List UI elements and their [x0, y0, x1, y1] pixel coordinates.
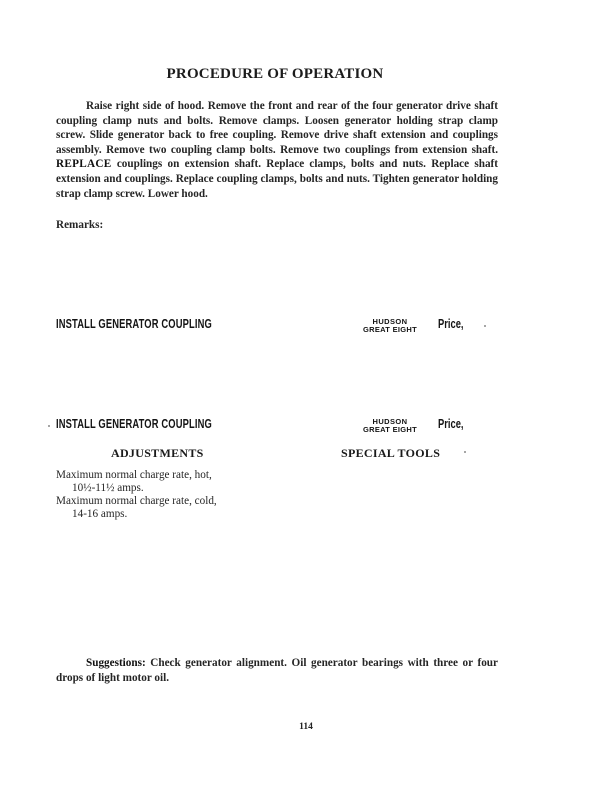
- adjustment-line-1: Maximum normal charge rate, hot,: [56, 469, 212, 481]
- adjustments-heading: ADJUSTMENTS: [111, 446, 204, 460]
- procedure-text-before: Raise right side of hood. Remove the front and rear of the four generator drive shaft coupling clamp nuts and bolts. Remove clamps. Loosen generator holding strap clamp screw. Slide generator back to free coupling. Remove drive shaft extension and couplings assembly. Remove two coupling clamp bolts. Remove two couplings from extension shaft.: [56, 100, 498, 156]
- model-brand-1: HUDSON: [372, 317, 408, 326]
- page-title: PROCEDURE OF OPERATION: [166, 66, 384, 82]
- remarks-label: Remarks:: [56, 219, 104, 231]
- procedure-text-after: couplings on extension shaft. Replace clamps, bolts and nuts. Replace shaft extension and couplings. Replace coupling clamps, bolts and nuts. Tighten generator holding strap clamp screw. Lower hood.: [56, 158, 498, 200]
- page-number: 114: [299, 722, 313, 732]
- procedure-paragraph: [56, 99, 498, 201]
- adjustment-line-2: 10½-11½ amps.: [72, 482, 144, 494]
- model-series-2: GREAT EIGHT: [363, 424, 417, 434]
- adjustment-line-4: 14-16 amps.: [72, 508, 128, 520]
- model-brand-2: HUDSON: [372, 417, 408, 426]
- price-label-2: Price,: [438, 416, 464, 431]
- scan-speck: [48, 425, 50, 427]
- price-label-1: Price,: [438, 316, 464, 331]
- suggestions-label: Suggestions:: [86, 657, 146, 669]
- model-badge-2: [350, 418, 430, 433]
- model-series-1: GREAT EIGHT: [363, 324, 417, 334]
- suggestions-paragraph: [56, 656, 498, 685]
- scan-speck: [464, 451, 466, 453]
- operation-title-1: INSTALL GENERATOR COUPLING: [56, 316, 212, 331]
- suggestions-text: Check generator alignment. Oil generator bearings with three or four drops of light motor oil.: [56, 657, 498, 684]
- scan-speck: [484, 325, 486, 327]
- procedure-emphasis: REPLACE: [56, 158, 112, 171]
- model-badge-1: [350, 318, 430, 333]
- operation-title-2: INSTALL GENERATOR COUPLING: [56, 416, 212, 431]
- special-tools-heading: SPECIAL TOOLS: [341, 446, 441, 460]
- adjustment-line-3: Maximum normal charge rate, cold,: [56, 495, 217, 507]
